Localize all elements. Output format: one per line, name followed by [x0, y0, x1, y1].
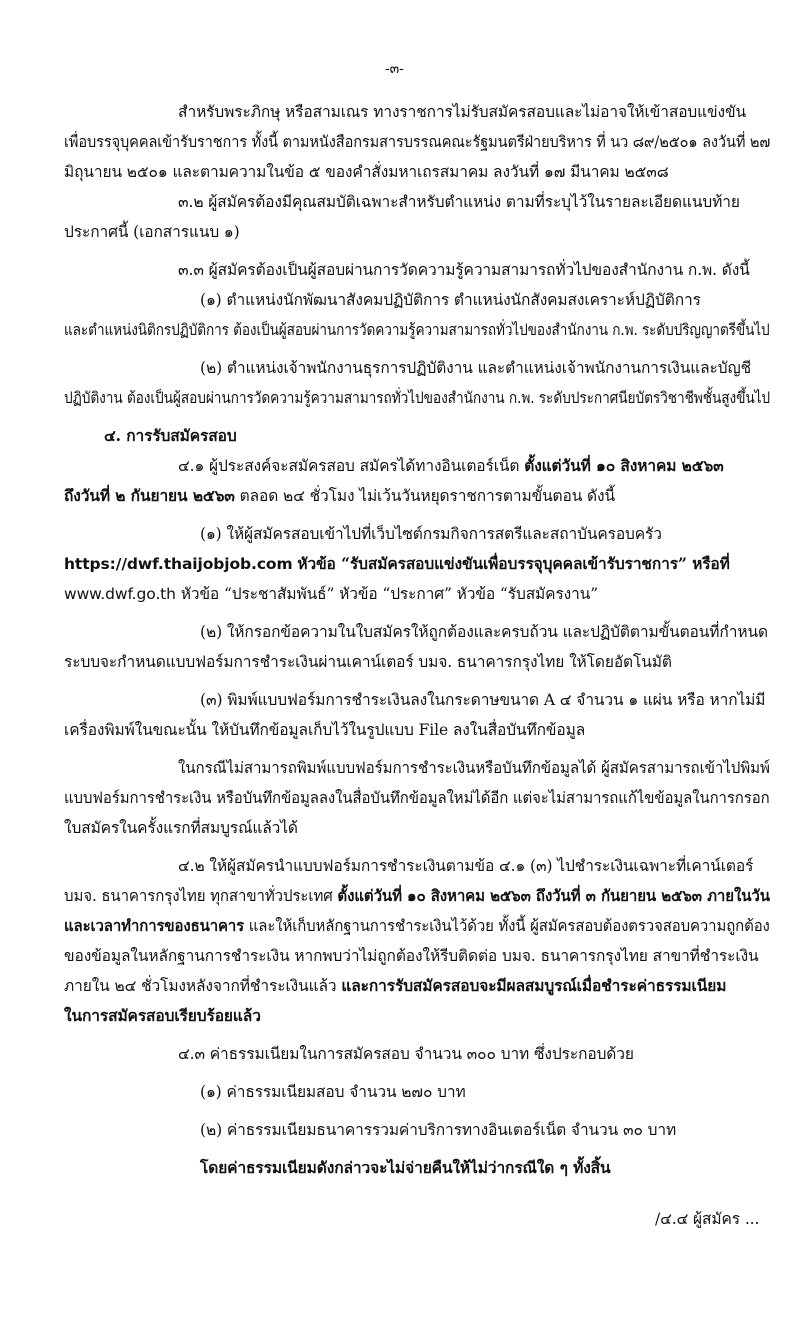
section-title: ๔. การรับสมัครสอบ	[104, 426, 237, 445]
item-3-3: ๓.๓ ผู้สมัครต้องเป็นผู้สอบผ่านการวัดความรู้ความสามารถทั่วไปของสำนักงาน ก.พ. ดังนี้	[178, 261, 750, 279]
bold-date: ตั้งแต่วันที่ ๑๐ สิงหาคม ๒๕๖๓ ถึงวันที่ ๓ กันยายน ๒๕๖๓ ภายในวัน	[337, 886, 770, 905]
item-4-3-2: (๒) ค่าธรรมเนียมธนาคารรวมค่าบริการทางอินเตอร์เน็ต จำนวน ๓๐ บาท	[200, 1121, 677, 1139]
bold-text: หัวข้อ “รับสมัครสอบแข่งขันเพื่อบรรจุบุคคลเข้ารับราชการ” หรือที่	[297, 554, 730, 573]
text-run: ตลอด ๒๔ ชั่วโมง ไม่เว้นวันหยุดราชการตามขั้นตอน ดังนี้	[239, 487, 615, 505]
para-line: ในกรณีไม่สามารถพิมพ์แบบฟอร์มการชำระเงินหรือบันทึกข้อมูลได้ ผู้สมัครสามารถเข้าไปพิมพ์	[178, 759, 770, 777]
bold-text: และเวลาทำการของธนาคาร	[64, 916, 245, 935]
item-3-2: ๓.๒ ผู้สมัครต้องมีคุณสมบัติเฉพาะสำหรับตำแหน่ง ตามที่ระบุไว้ในรายละเอียดแนบท้าย	[178, 193, 740, 211]
bold-text: และการรับสมัครสอบจะมีผลสมบูรณ์เมื่อชำระค่าธรรมเนียม	[341, 976, 727, 995]
para-line: ปฏิบัติงาน ต้องเป็นผู้สอบผ่านการวัดความรู้ความสามารถทั่วไปของสำนักงาน ก.พ. ระดับประกาศนียบัตรวิชาชีพชั้นสูงขึ้นไป	[64, 389, 771, 407]
para-line: ระบบจะกำหนดแบบฟอร์มการชำระเงินผ่านเคาน์เตอร์ บมจ. ธนาคารกรุงไทย ให้โดยอัตโนมัติ	[64, 653, 672, 671]
bold-date: ตั้งแต่วันที่ ๑๐ สิงหาคม ๒๕๖๓	[524, 456, 724, 475]
para-line: แบบฟอร์มการชำระเงิน หรือบันทึกข้อมูลลงในสื่อบันทึกข้อมูลใหม่ได้อีก แต่จะไม่สามารถแก้ไขข้อมูลในการกรอก	[64, 789, 770, 807]
item-3-3-2: (๒) ตำแหน่งเจ้าพนักงานธุรการปฏิบัติงาน และตำแหน่งเจ้าพนักงานการเงินและบัญชี	[200, 359, 752, 377]
para-line	[64, 553, 730, 575]
para-line	[64, 1005, 261, 1027]
website-link[interactable]: https://dwf.thaijobjob.com	[64, 555, 293, 573]
para-line	[64, 485, 615, 507]
bold-text: โดยค่าธรรมเนียมดังกล่าวจะไม่จ่ายคืนให้ไม่ว่ากรณีใด ๆ ทั้งสิ้น	[200, 1158, 611, 1177]
item-4-2: ๔.๒ ให้ผู้สมัครนำแบบฟอร์มการชำระเงินตามข้อ ๔.๑ (๓) ไปชำระเงินเฉพาะที่เคาน์เตอร์	[178, 857, 754, 875]
para-line: ประกาศนี้ (เอกสารแนบ ๑)	[64, 223, 240, 241]
para-line: และตำแหน่งนิติกรปฏิบัติการ ต้องเป็นผู้สอบผ่านการวัดความรู้ความสามารถทั่วไปของสำนักงาน ก.พ. ระดับปริญญาตรีขึ้นไป	[64, 321, 770, 339]
para-line	[64, 885, 770, 907]
section-heading	[104, 425, 237, 447]
text-run: ๔.๑ ผู้ประสงค์จะสมัครสอบ สมัครได้ทางอินเตอร์เน็ต	[178, 457, 520, 475]
continuation-footer: /๔.๔ ผู้สมัคร ...	[655, 1210, 760, 1228]
page-number: -๓-	[385, 61, 404, 77]
bold-text: ในการสมัครสอบเรียบร้อยแล้ว	[64, 1006, 261, 1025]
para-line: มิถุนายน ๒๕๐๑ และตามความในข้อ ๕ ของคำสั่งมหาเถรสมาคม ลงวันที่ ๑๗ มีนาคม ๒๕๓๘	[64, 163, 669, 181]
para-line: เครื่องพิมพ์ในขณะนั้น ให้บันทึกข้อมูลเก็บไว้ในรูปแบบ File ลงในสื่อบันทึกข้อมูล	[64, 721, 586, 739]
item-4-3: ๔.๓ ค่าธรรมเนียมในการสมัครสอบ จำนวน ๓๐๐ บาท ซึ่งประกอบด้วย	[178, 1045, 634, 1063]
para-line: เพื่อบรรจุบุคคลเข้ารับราชการ ทั้งนี้ ตามหนังสือกรมสารบรรณคณะรัฐมนตรีฝ่ายบริหาร ที่ นว ๘๙/๒๕๐๑ ลงวันที่ ๒๗	[64, 133, 771, 151]
para-line: สำหรับพระภิกษุ หรือสามเณร ทางราชการไม่รับสมัครสอบและไม่อาจให้เข้าสอบแข่งขัน	[178, 103, 746, 121]
para-line: ของข้อมูลในหลักฐานการชำระเงิน หากพบว่าไม่ถูกต้องให้รีบติดต่อ บมจ. ธนาคารกรุงไทย สาขาที่ชำระเงิน	[64, 947, 759, 965]
bold-date: ถึงวันที่ ๒ กันยายน ๒๕๖๓	[64, 486, 235, 505]
para-line	[64, 583, 598, 605]
text-run: บมจ. ธนาคารกรุงไทย ทุกสาขาทั่วประเทศ	[64, 887, 333, 905]
para-line	[64, 975, 726, 997]
item-3-3-1: (๑) ตำแหน่งนักพัฒนาสังคมปฏิบัติการ ตำแหน่งนักสังคมสงเคราะห์ปฏิบัติการ	[200, 291, 701, 309]
item-4-1-1: (๑) ให้ผู้สมัครสอบเข้าไปที่เว็บไซต์กรมกิจการสตรีและสถาบันครอบครัว	[200, 525, 662, 543]
text-run: ภายใน ๒๔ ชั่วโมงหลังจากที่ชำระเงินแล้ว	[64, 977, 337, 995]
fee-note	[200, 1157, 611, 1179]
website-link[interactable]: www.dwf.go.th	[64, 585, 176, 603]
item-4-1-2: (๒) ให้กรอกข้อความในใบสมัครให้ถูกต้องและครบถ้วน และปฏิบัติตามขั้นตอนที่กำหนด	[200, 623, 768, 641]
text-run: และให้เก็บหลักฐานการชำระเงินไว้ด้วย ทั้งนี้ ผู้สมัครสอบต้องตรวจสอบความถูกต้อง	[248, 917, 770, 935]
text-run: หัวข้อ “ประชาสัมพันธ์” หัวข้อ “ประกาศ” หัวข้อ “รับสมัครงาน”	[180, 585, 599, 603]
item-4-3-1: (๑) ค่าธรรมเนียมสอบ จำนวน ๒๗๐ บาท	[200, 1083, 466, 1101]
item-4-1-3: (๓) พิมพ์แบบฟอร์มการชำระเงินลงในกระดาษขนาด A ๔ จำนวน ๑ แผ่น หรือ หากไม่มี	[200, 691, 766, 709]
para-line	[64, 915, 770, 937]
item-4-1	[178, 455, 724, 477]
para-line: ใบสมัครในครั้งแรกที่สมบูรณ์แล้วได้	[64, 819, 298, 837]
